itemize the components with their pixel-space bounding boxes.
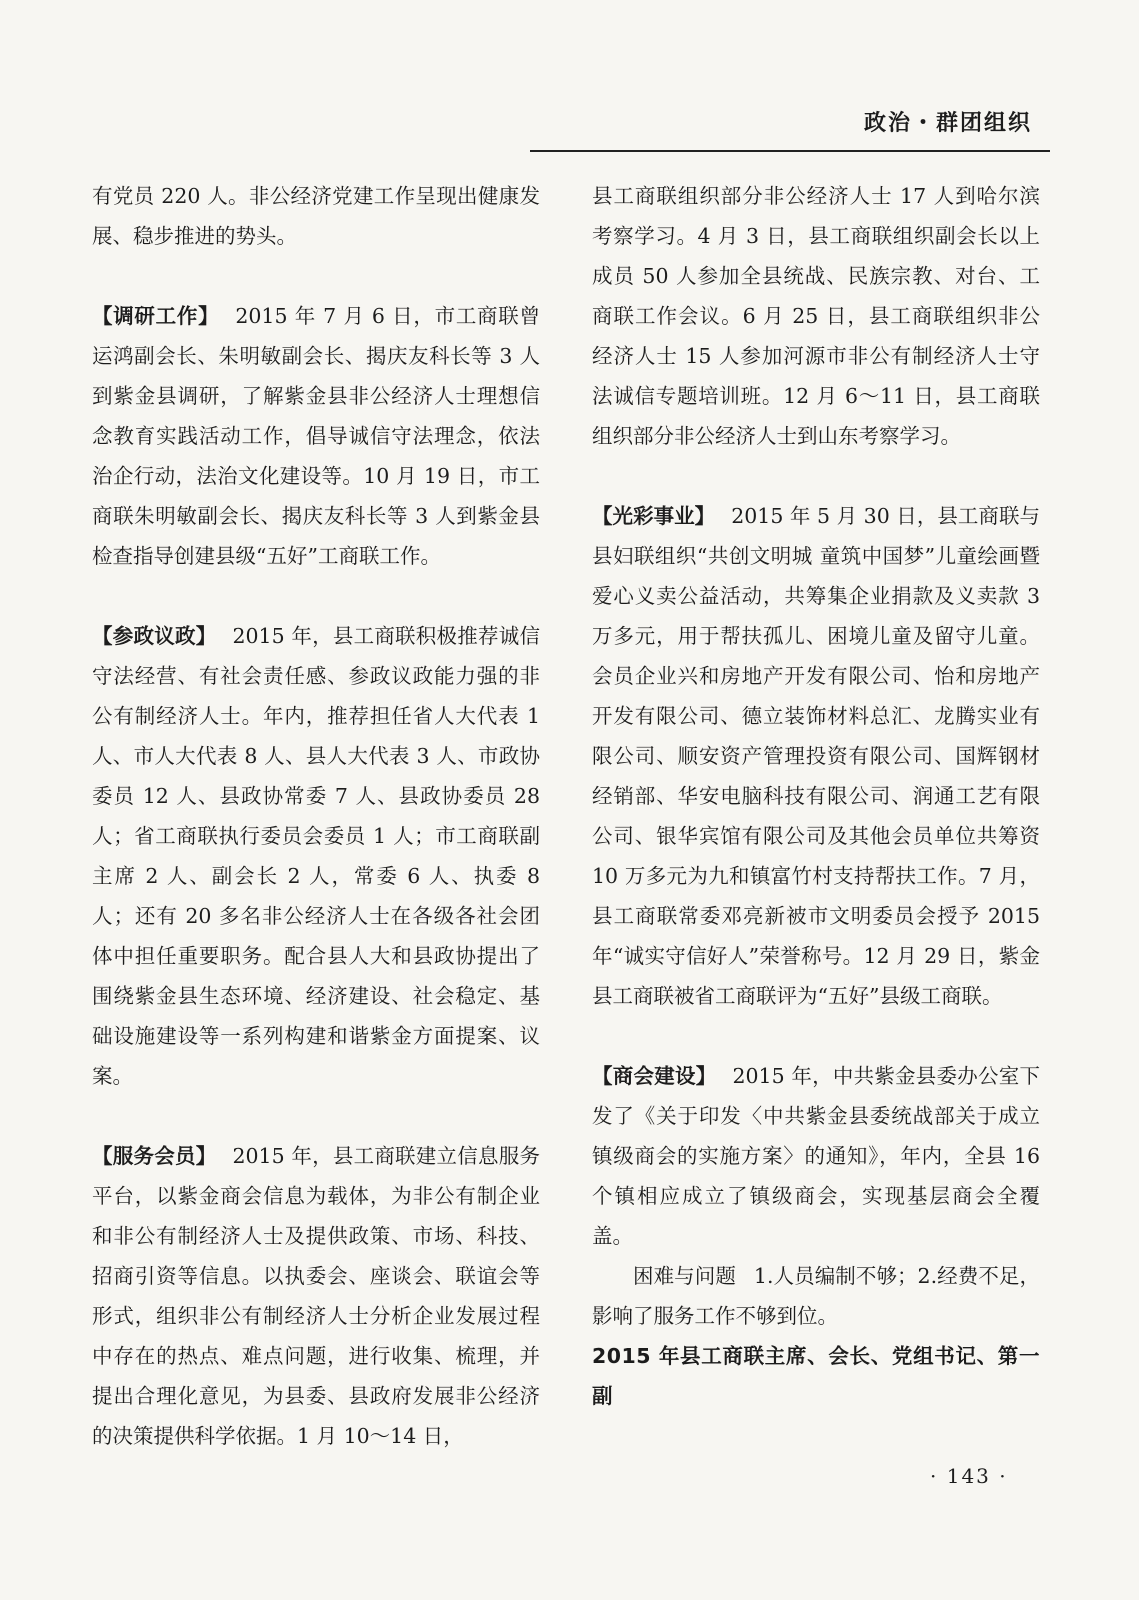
section-text-politics: 2015 年，县工商联积极推荐诚信守法经营、有社会责任感、参政议政能力强的非公有制经济人士。年内，推荐担任省人大代表 1 人、市人大代表 8 人、县人大代表 3 人、市政协委员 12 人、县政协常委 7 人、县政协委员 28 人；省工商联执行委员会委员 1 人；市工商联副主席 2 人、副会长 2 人，常委 6 人、执委 8 人；还有 20 多名非公经济人士在各级各社会团体中担任重要职务。配合县人大和县政协提出了围绕紫金县生态环境、经济建设、社会稳定、基础设施建设等一系列构建和谐紫金方面提案、议案。 [92, 624, 540, 1088]
section-text-chamber: 2015 年，中共紫金县委办公室下发了《关于印发〈中共紫金县委统战部关于成立镇级商会的实施方案〉的通知》，年内，全县 16 个镇相应成立了镇级商会，实现基层商会全覆盖。 [592, 1064, 1040, 1248]
section-guangcai [592, 496, 1040, 1016]
problems-lead: 困难与问题 [633, 1264, 736, 1288]
right-column [592, 176, 1040, 1416]
section-text-service: 2015 年，县工商联建立信息服务平台，以紫金商会信息为载体，为非公有制企业和非公有制经济人士及提供政策、市场、科技、招商引资等信息。以执委会、座谈会、联谊会等形式，组织非公有制经济人士分析企业发展过程中存在的热点、难点问题，进行收集、梳理，并提出合理化意见，为县委、县政府发展非公经济的决策提供科学依据。1 月 10～14 日， [92, 1144, 540, 1448]
section-heading-research: 【调研工作】 [92, 304, 220, 328]
leadership-caption: 2015 年县工商联主席、会长、党组书记、第一副 [592, 1344, 1040, 1408]
section-heading-guangcai: 【光彩事业】 [592, 504, 716, 528]
running-header [530, 106, 1050, 150]
section-text-guangcai: 2015 年 5 月 30 日，县工商联与县妇联组织“共创文明城 童筑中国梦”儿童绘画暨爱心义卖公益活动，共筹集企业捐款及义卖款 3 万多元，用于帮扶孤儿、困境儿童及留守儿童。会员企业兴和房地产开发有限公司、怡和房地产开发有限公司、德立装饰材料总汇、龙腾实业有限公司、顺安资产管理投资有限公司、国辉钢材经销部、华安电脑科技有限公司、润通工艺有限公司、银华宾馆有限公司及其他会员单位共筹资 10 万多元为九和镇富竹村支持帮扶工作。7 月，县工商联常委邓亮新被市文明委员会授予 2015 年“诚实守信好人”荣誉称号。12 月 29 日，紫金县工商联被省工商联评为“五好”县级工商联。 [592, 504, 1041, 1008]
section-service [92, 1136, 540, 1456]
problems-paragraph [592, 1256, 1040, 1336]
section-heading-service: 【服务会员】 [92, 1144, 217, 1168]
header-title: 政治・群团组织 [863, 111, 1032, 136]
left-column [92, 176, 540, 1456]
problems-text: 1.人员编制不够；2.经费不足，影响了服务工作不够到位。 [592, 1264, 1040, 1328]
section-politics [92, 616, 540, 1096]
section-heading-chamber: 【商会建设】 [592, 1064, 717, 1088]
section-text-research: 2015 年 7 月 6 日，市工商联曾运鸿副会长、朱明敏副会长、揭庆友科长等 3 人到紫金县调研，了解紫金县非公经济人士理想信念教育实践活动工作，倡导诚信守法理念，依法治企行动，法治文化建设等。10 月 19 日，市工商联朱明敏副会长、揭庆友科长等 3 人到紫金县检查指导创建县级“五好”工商联工作。 [92, 304, 540, 568]
section-heading-politics: 【参政议政】 [92, 624, 217, 648]
section-research [92, 296, 540, 576]
section-chamber [592, 1056, 1040, 1256]
continuation-paragraph: 县工商联组织部分非公经济人士 17 人到哈尔滨考察学习。4 月 3 日，县工商联组织副会长以上成员 50 人参加全县统战、民族宗教、对台、工商联工作会议。6 月 25 日，县工商联组织非公经济人士 15 人参加河源市非公有制经济人士守法诚信专题培训班。12 月 6～11 日，县工商联组织部分非公经济人士到山东考察学习。 [592, 184, 1040, 448]
intro-paragraph: 有党员 220 人。非公经济党建工作呈现出健康发展、稳步推进的势头。 [92, 184, 540, 248]
header-rule [530, 150, 1050, 152]
page-number: · 143 · [930, 1464, 1008, 1488]
